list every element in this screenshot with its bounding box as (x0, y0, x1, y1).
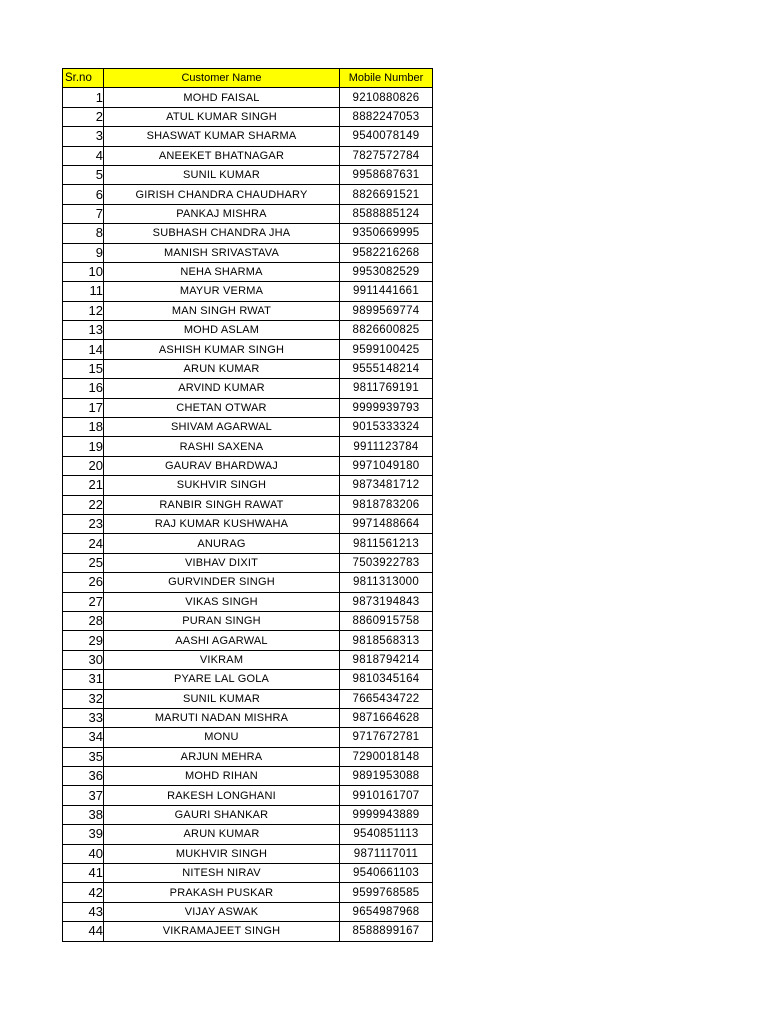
sr-no-cell[interactable]: 7 (63, 204, 104, 223)
table-row (63, 476, 433, 495)
mobile-number-cell[interactable]: 7290018148 (340, 747, 433, 766)
table-row (63, 243, 433, 262)
customer-name-header[interactable]: Customer Name (104, 69, 340, 88)
sr-no-cell[interactable]: 18 (63, 418, 104, 437)
customer-name-cell[interactable]: GURVINDER SINGH (104, 573, 340, 592)
customer-name-cell[interactable]: ANURAG (104, 534, 340, 553)
mobile-number-header[interactable]: Mobile Number (340, 69, 433, 88)
table-row (63, 592, 433, 611)
table-row (63, 321, 433, 340)
sr-no-cell[interactable]: 31 (63, 670, 104, 689)
sr-no-cell[interactable]: 19 (63, 437, 104, 456)
table-row (63, 573, 433, 592)
mobile-number-cell[interactable]: 9910161707 (340, 786, 433, 805)
sr-no-cell[interactable]: 44 (63, 922, 104, 941)
sr-no-cell[interactable]: 40 (63, 844, 104, 863)
customer-name-cell[interactable]: VIBHAV DIXIT (104, 553, 340, 572)
table-row (63, 418, 433, 437)
customer-name-cell[interactable]: SUNIL KUMAR (104, 689, 340, 708)
sr-no-cell[interactable]: 9 (63, 243, 104, 262)
mobile-number-cell[interactable]: 9899569774 (340, 301, 433, 320)
table-row (63, 670, 433, 689)
table-row (63, 864, 433, 883)
mobile-number-cell[interactable]: 9555148214 (340, 359, 433, 378)
customer-name-cell[interactable]: SUBHASH CHANDRA JHA (104, 224, 340, 243)
customer-name-cell[interactable]: ARVIND KUMAR (104, 379, 340, 398)
sr-no-cell[interactable]: 24 (63, 534, 104, 553)
mobile-number-cell[interactable]: 8826600825 (340, 321, 433, 340)
sr-no-cell[interactable]: 16 (63, 379, 104, 398)
customer-name-cell[interactable]: ANEEKET BHATNAGAR (104, 146, 340, 165)
sr-no-cell[interactable]: 30 (63, 650, 104, 669)
sr-no-cell[interactable]: 42 (63, 883, 104, 902)
table-row (63, 689, 433, 708)
mobile-number-cell[interactable]: 9811769191 (340, 379, 433, 398)
customer-name-cell[interactable]: MARUTI NADAN MISHRA (104, 708, 340, 727)
mobile-number-cell[interactable]: 9210880826 (340, 88, 433, 107)
table-row (63, 728, 433, 747)
mobile-number-cell[interactable]: 8860915758 (340, 611, 433, 630)
sr-no-cell[interactable]: 6 (63, 185, 104, 204)
sr-no-cell[interactable]: 13 (63, 321, 104, 340)
table-row (63, 883, 433, 902)
mobile-number-cell[interactable]: 9999943889 (340, 805, 433, 824)
customer-name-cell[interactable]: MAN SINGH RWAT (104, 301, 340, 320)
header-row (63, 69, 433, 88)
customer-name-cell[interactable]: AASHI AGARWAL (104, 631, 340, 650)
table-row (63, 631, 433, 650)
mobile-number-cell[interactable]: 9810345164 (340, 670, 433, 689)
sr-no-cell[interactable]: 35 (63, 747, 104, 766)
mobile-number-cell[interactable]: 9999939793 (340, 398, 433, 417)
customer-name-cell[interactable]: PURAN SINGH (104, 611, 340, 630)
customer-name-cell[interactable]: MOHD ASLAM (104, 321, 340, 340)
customer-name-cell[interactable]: ARUN KUMAR (104, 825, 340, 844)
table-row (63, 534, 433, 553)
table-row (63, 340, 433, 359)
table-row (63, 902, 433, 921)
table-row (63, 786, 433, 805)
sr-no-header[interactable]: Sr.no (63, 69, 104, 88)
sr-no-cell[interactable]: 17 (63, 398, 104, 417)
mobile-number-cell[interactable]: 9540661103 (340, 864, 433, 883)
mobile-number-cell[interactable]: 9350669995 (340, 224, 433, 243)
mobile-number-cell[interactable]: 9811561213 (340, 534, 433, 553)
customer-name-cell[interactable]: NITESH NIRAV (104, 864, 340, 883)
table-row (63, 185, 433, 204)
sr-no-cell[interactable]: 14 (63, 340, 104, 359)
mobile-number-cell[interactable]: 9953082529 (340, 262, 433, 281)
sr-no-cell[interactable]: 4 (63, 146, 104, 165)
mobile-number-cell[interactable]: 8588899167 (340, 922, 433, 941)
customer-name-cell[interactable]: SUKHVIR SINGH (104, 476, 340, 495)
mobile-number-cell[interactable]: 9540851113 (340, 825, 433, 844)
sr-no-cell[interactable]: 15 (63, 359, 104, 378)
customer-name-cell[interactable]: MANISH SRIVASTAVA (104, 243, 340, 262)
mobile-number-cell[interactable]: 9871664628 (340, 708, 433, 727)
mobile-number-cell[interactable]: 9873481712 (340, 476, 433, 495)
sr-no-cell[interactable]: 10 (63, 262, 104, 281)
table-row (63, 165, 433, 184)
mobile-number-cell[interactable]: 9818568313 (340, 631, 433, 650)
customer-name-cell[interactable]: MAYUR VERMA (104, 282, 340, 301)
customer-name-cell[interactable]: VIKAS SINGH (104, 592, 340, 611)
sr-no-cell[interactable]: 27 (63, 592, 104, 611)
mobile-number-cell[interactable]: 9971488664 (340, 514, 433, 533)
mobile-number-cell[interactable]: 9911441661 (340, 282, 433, 301)
table-row (63, 379, 433, 398)
customer-name-cell[interactable]: VIJAY ASWAK (104, 902, 340, 921)
mobile-number-cell[interactable]: 9818794214 (340, 650, 433, 669)
table-row (63, 262, 433, 281)
customer-name-cell[interactable]: MOHD RIHAN (104, 767, 340, 786)
mobile-number-cell[interactable]: 9911123784 (340, 437, 433, 456)
sr-no-cell[interactable]: 21 (63, 476, 104, 495)
table-row (63, 437, 433, 456)
mobile-number-cell[interactable]: 9717672781 (340, 728, 433, 747)
table-body (63, 88, 433, 941)
sr-no-cell[interactable]: 22 (63, 495, 104, 514)
mobile-number-cell[interactable]: 9582216268 (340, 243, 433, 262)
customer-name-cell[interactable]: VIKRAM (104, 650, 340, 669)
customer-name-cell[interactable]: RAJ KUMAR KUSHWAHA (104, 514, 340, 533)
mobile-number-cell[interactable]: 9971049180 (340, 456, 433, 475)
sr-no-cell[interactable]: 23 (63, 514, 104, 533)
sr-no-cell[interactable]: 20 (63, 456, 104, 475)
mobile-number-cell[interactable]: 7665434722 (340, 689, 433, 708)
table-row (63, 825, 433, 844)
mobile-number-cell[interactable]: 9958687631 (340, 165, 433, 184)
table-row (63, 301, 433, 320)
mobile-number-cell[interactable]: 9540078149 (340, 127, 433, 146)
sr-no-cell[interactable]: 39 (63, 825, 104, 844)
mobile-number-cell[interactable]: 8882247053 (340, 107, 433, 126)
customer-name-cell[interactable]: NEHA SHARMA (104, 262, 340, 281)
sr-no-cell[interactable]: 26 (63, 573, 104, 592)
sr-no-cell[interactable]: 43 (63, 902, 104, 921)
customer-name-cell[interactable]: VIKRAMAJEET SINGH (104, 922, 340, 941)
table-row (63, 708, 433, 727)
table-row (63, 146, 433, 165)
customer-name-cell[interactable]: RASHI SAXENA (104, 437, 340, 456)
table-row (63, 127, 433, 146)
table-row (63, 456, 433, 475)
sr-no-cell[interactable]: 36 (63, 767, 104, 786)
sr-no-cell[interactable]: 25 (63, 553, 104, 572)
sr-no-cell[interactable]: 3 (63, 127, 104, 146)
sr-no-cell[interactable]: 12 (63, 301, 104, 320)
sr-no-cell[interactable]: 28 (63, 611, 104, 630)
customer-name-cell[interactable]: SHIVAM AGARWAL (104, 418, 340, 437)
sr-no-cell[interactable]: 29 (63, 631, 104, 650)
mobile-number-cell[interactable]: 9015333324 (340, 418, 433, 437)
mobile-number-cell[interactable]: 8826691521 (340, 185, 433, 204)
customer-name-cell[interactable]: MONU (104, 728, 340, 747)
table-row (63, 88, 433, 107)
table-row (63, 922, 433, 941)
table-row (63, 224, 433, 243)
table-row (63, 204, 433, 223)
mobile-number-cell[interactable]: 9811313000 (340, 573, 433, 592)
table-row (63, 747, 433, 766)
mobile-number-cell[interactable]: 9599768585 (340, 883, 433, 902)
table-row (63, 553, 433, 572)
customer-name-cell[interactable]: GAURAV BHARDWAJ (104, 456, 340, 475)
customer-name-cell[interactable]: PRAKASH PUSKAR (104, 883, 340, 902)
customer-name-cell[interactable]: PANKAJ MISHRA (104, 204, 340, 223)
table-row (63, 359, 433, 378)
customer-name-cell[interactable]: ATUL KUMAR SINGH (104, 107, 340, 126)
customer-table (62, 68, 433, 942)
table-row (63, 805, 433, 824)
table-row (63, 107, 433, 126)
sr-no-cell[interactable]: 37 (63, 786, 104, 805)
mobile-number-cell[interactable]: 7503922783 (340, 553, 433, 572)
sr-no-cell[interactable]: 34 (63, 728, 104, 747)
table-row (63, 495, 433, 514)
sr-no-cell[interactable]: 5 (63, 165, 104, 184)
mobile-number-cell[interactable]: 9654987968 (340, 902, 433, 921)
table-row (63, 398, 433, 417)
table-row (63, 611, 433, 630)
customer-name-cell[interactable]: RANBIR SINGH RAWAT (104, 495, 340, 514)
table-row (63, 844, 433, 863)
customer-name-cell[interactable]: CHETAN OTWAR (104, 398, 340, 417)
sr-no-cell[interactable]: 33 (63, 708, 104, 727)
mobile-number-cell[interactable]: 9873194843 (340, 592, 433, 611)
table-row (63, 767, 433, 786)
customer-name-cell[interactable]: SUNIL KUMAR (104, 165, 340, 184)
sr-no-cell[interactable]: 41 (63, 864, 104, 883)
mobile-number-cell[interactable]: 8588885124 (340, 204, 433, 223)
customer-name-cell[interactable]: MOHD FAISAL (104, 88, 340, 107)
customer-name-cell[interactable]: PYARE LAL GOLA (104, 670, 340, 689)
customer-name-cell[interactable]: MUKHVIR SINGH (104, 844, 340, 863)
mobile-number-cell[interactable]: 9891953088 (340, 767, 433, 786)
table-header (63, 69, 433, 88)
table-row (63, 514, 433, 533)
table-row (63, 282, 433, 301)
mobile-number-cell[interactable]: 9599100425 (340, 340, 433, 359)
sr-no-cell[interactable]: 38 (63, 805, 104, 824)
sr-no-cell[interactable]: 8 (63, 224, 104, 243)
customer-name-cell[interactable]: GAURI SHANKAR (104, 805, 340, 824)
customer-name-cell[interactable]: ARUN KUMAR (104, 359, 340, 378)
customer-name-cell[interactable]: ASHISH KUMAR SINGH (104, 340, 340, 359)
customer-name-cell[interactable]: GIRISH CHANDRA CHAUDHARY (104, 185, 340, 204)
sr-no-cell[interactable]: 2 (63, 107, 104, 126)
customer-name-cell[interactable]: SHASWAT KUMAR SHARMA (104, 127, 340, 146)
mobile-number-cell[interactable]: 9818783206 (340, 495, 433, 514)
sr-no-cell[interactable]: 1 (63, 88, 104, 107)
customer-name-cell[interactable]: RAKESH LONGHANI (104, 786, 340, 805)
sr-no-cell[interactable]: 32 (63, 689, 104, 708)
mobile-number-cell[interactable]: 7827572784 (340, 146, 433, 165)
mobile-number-cell[interactable]: 9871117011 (340, 844, 433, 863)
table-row (63, 650, 433, 669)
sr-no-cell[interactable]: 11 (63, 282, 104, 301)
customer-name-cell[interactable]: ARJUN MEHRA (104, 747, 340, 766)
